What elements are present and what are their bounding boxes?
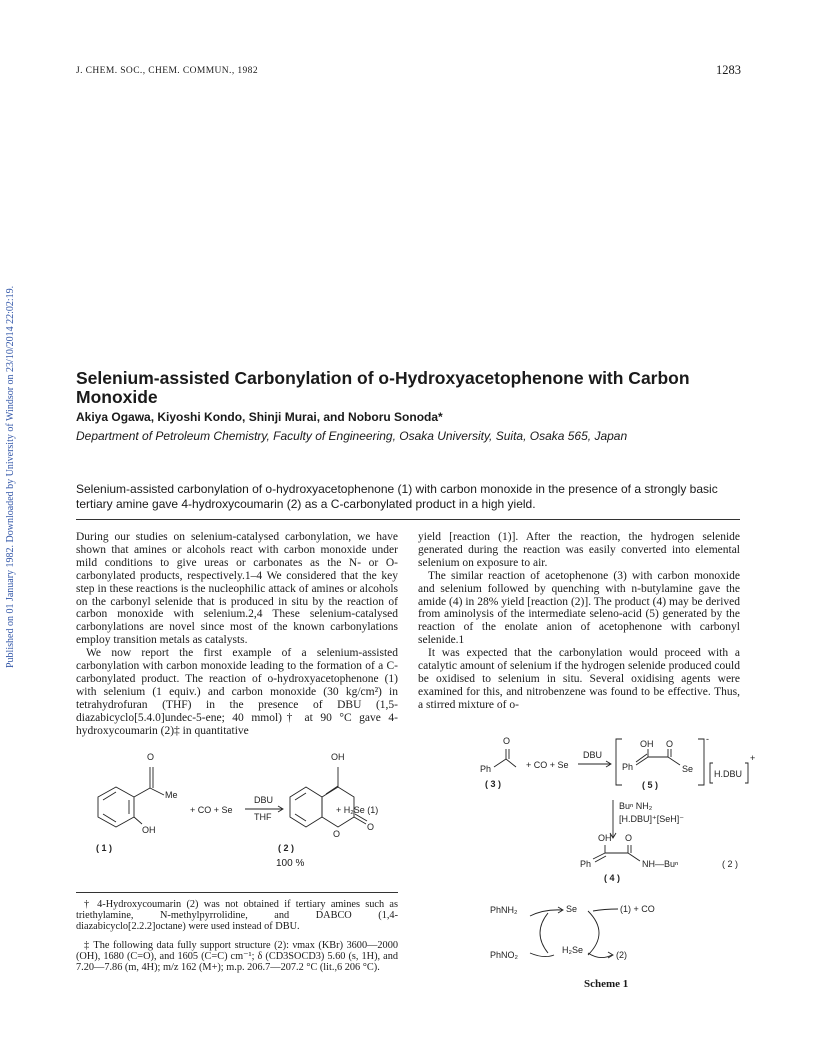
footnote-double-dagger: ‡ The following data fully support structure (2): νmax (KBr) 3600—2000 (OH), 1680 (C=O), and 1605 (C=C) cm⁻¹; δ (CD3SOCD3) 5.60 (s, 1H), and 7.20—7.86 (m, 4H); m/z 162 (M+); m.p. 206.7—207.2 °C (lit.,6 206 °C).	[76, 940, 398, 973]
aniline-label: PhNH₂	[490, 905, 518, 915]
cycle-arc-right	[588, 911, 599, 955]
quench-reagent: Buⁿ NH₂	[619, 801, 653, 811]
selenium-label-5: Se	[682, 764, 694, 774]
cycle-reactants: (1) + CO	[620, 904, 655, 914]
phenyl-label-5: Ph	[622, 762, 634, 772]
hydroxyl-label-4: OH	[598, 833, 612, 843]
methyl-label: Me	[165, 790, 178, 800]
right-column	[418, 531, 740, 712]
carbonyl-oxygen: O	[367, 822, 375, 832]
right-paragraph-1: yield [reaction (1)]. After the reaction, the hydrogen selenide generated during the reaction was easily converted into elemental selenium on exposure to air.	[418, 531, 740, 569]
left-column	[76, 531, 398, 738]
cycle-arc-left	[540, 913, 548, 953]
product-text: + H₂Se (1)	[336, 805, 379, 815]
compound-3-label: ( 3 )	[485, 779, 502, 789]
footnote-dagger: † 4-Hydroxycoumarin (2) was not obtained if tertiary amines such as triethylamine, N-methylpyrrolidine, and DABCO (1,4-diazabicyclo[2.2.2]octane) were used instead of DBU.	[76, 899, 398, 932]
left-paragraph-1: During our studies on selenium-catalysed carbonylation, we have shown that amines or alcohols react with carbon monoxide under mild conditions to give ureas or carbonates as the N- or O-carbonylated products, respectively.1–4 We considered that the key step in these reactions is the nucleophilic attack of amines or alcohols on the carbonyl selenide that is produced in situ by the reaction of carbon monoxide with selenium.2,4 These selenium-catalysed carbonylations are novel since most of the known carbonylations employ transition metals as catalysts.	[76, 531, 398, 647]
compound-5-label: ( 5 )	[642, 780, 659, 790]
right-paragraph-3: It was expected that the carbonylation would proceed with a catalytic amount of selenium if the hydrogen selenide produced could be oxidised to selenium in situ. Several oxidising agents were examined for this, and nitrobenzene was found to be effective. Thus, a stirred mixture of o-	[418, 647, 740, 711]
article-title: Selenium-assisted Carbonylation of o-Hydroxyacetophenone with Carbon Monoxide	[76, 368, 690, 407]
compound-1-label: ( 1 )	[96, 843, 113, 853]
compound-4-label: ( 4 )	[604, 873, 621, 883]
download-watermark[interactable]	[3, 218, 17, 668]
watermark-text[interactable]: Published on 01 January 1982. Downloaded by University of Windsor on 23/10/2014 22:02:19.	[5, 285, 16, 668]
compound-2-label: ( 2 )	[278, 843, 295, 853]
cycle-product: (2)	[616, 950, 627, 960]
oxygen-label-5: O	[666, 739, 674, 749]
reaction-1-scheme	[70, 745, 405, 860]
reagents-scheme: + CO + Se	[526, 760, 569, 770]
oxygen-label-3: O	[503, 736, 511, 746]
authors: Akiya Ogawa, Kiyoshi Kondo, Shinji Murai, and Noboru Sonoda*	[76, 410, 443, 424]
cycle-selenium: Se	[566, 904, 578, 914]
cation-charge: +	[750, 753, 756, 763]
affiliation: Department of Petroleum Chemistry, Faculty of Engineering, Osaka University, Suita, Osaka 565, Japan	[76, 429, 628, 443]
cycle-hydrogen-selenide: H₂Se	[562, 945, 584, 955]
page-number: 1283	[716, 63, 741, 77]
scheme-caption: Scheme 1	[584, 978, 629, 990]
arrow-solvent: THF	[254, 812, 272, 822]
anion-charge: -	[706, 734, 709, 744]
amide-group: NH—Buⁿ	[642, 859, 679, 869]
footnotes	[76, 899, 398, 981]
byproduct-salt: [H.DBU]⁺[SeH]⁻	[619, 814, 685, 824]
reagents-text: + CO + Se	[190, 805, 233, 815]
reaction-2-number: ( 2 )	[722, 859, 739, 869]
hydroxyl-label: OH	[142, 825, 156, 835]
phenyl-label-3: Ph	[480, 764, 492, 774]
hydroxyl-label-5: OH	[640, 739, 654, 749]
arrow-catalyst-scheme: DBU	[583, 750, 603, 760]
oxygen-label-4: O	[625, 833, 633, 843]
arrow-catalyst: DBU	[254, 795, 274, 805]
abstract: Selenium-assisted carbonylation of o-hydroxyacetophenone (1) with carbon monoxide in the presence of a strongly basic tertiary amine gave 4-hydroxycoumarin (2) as a C-carbonylated product in a high yield.	[76, 482, 718, 511]
phenyl-label-4: Ph	[580, 859, 592, 869]
right-paragraph-2: The similar reaction of acetophenone (3) with carbon monoxide and selenium followed by quenching with n-butylamine gave the amide (4) in 28% yield [reaction (2)]. The product (4) may be derived from aminolysis of the intermediate seleno-acid (5) generated by the reaction of the enolate anion of acetophenone with carbonyl selenide.1	[418, 569, 740, 647]
dbu-salt: H.DBU	[714, 769, 743, 779]
nitrobenzene-label: PhNO₂	[490, 950, 519, 960]
running-head: J. CHEM. SOC., CHEM. COMMUN., 1982	[76, 66, 258, 76]
yield-label: 100 %	[276, 858, 305, 869]
abstract-divider	[76, 519, 740, 520]
ring-oxygen: O	[333, 829, 341, 839]
oxygen-label: O	[147, 752, 155, 762]
left-paragraph-2: We now report the first example of a selenium-assisted carbonylation with carbon monoxide leading to the formation of a C-carbonylated product. The reaction of o-hydroxyacetophenone (1) with selenium (1 equiv.) and carbon monoxide (30 kg/cm²) in tetrahydrofuran (THF) in the presence of DBU (1,5-diazabicyclo[5.4.0]undec-5-ene; 40 mmol)† at 90 °C gave 4-hydroxycoumarin (2)‡ in quantitative	[76, 647, 398, 737]
footnote-divider	[76, 892, 398, 893]
scheme-1	[470, 734, 756, 995]
coumarin-hydroxyl: OH	[331, 752, 345, 762]
